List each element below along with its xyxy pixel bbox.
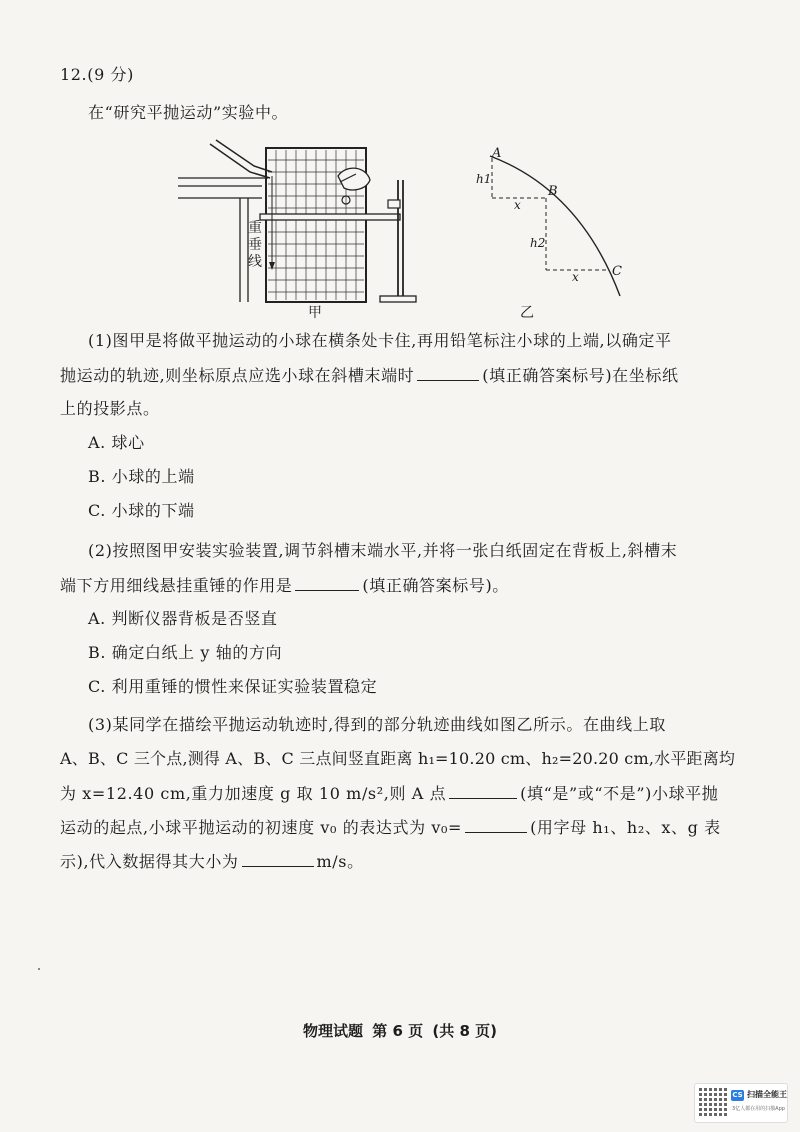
part2-line1: (2)按照图甲安装实验装置,调节斜槽末端水平,并将一张白纸固定在背板上,斜槽末 bbox=[88, 541, 678, 560]
part2-option-c: C. 利用重锤的惯性来保证实验装置稳定 bbox=[88, 677, 378, 696]
question-number: 12.(9 分) bbox=[60, 65, 134, 84]
part3-line3-before: 为 x=12.40 cm,重力加速度 g 取 10 m/s²,则 A 点 bbox=[60, 784, 447, 803]
scanner-logo-icon: CS bbox=[732, 1091, 743, 1099]
plumb-line-label: 重垂线 bbox=[248, 220, 262, 270]
part1-option-a: A. 球心 bbox=[88, 433, 145, 452]
qr-code-icon bbox=[699, 1088, 727, 1116]
answer-blank-3[interactable] bbox=[449, 782, 517, 799]
trajectory-curve bbox=[490, 156, 620, 296]
answer-blank-1[interactable] bbox=[417, 364, 479, 381]
part2-option-b: B. 确定白纸上 y 轴的方向 bbox=[88, 643, 283, 662]
part2-line2-after: (填正确答案标号)。 bbox=[362, 576, 509, 595]
footer-page: 第 6 页 bbox=[372, 1022, 424, 1040]
answer-blank-4[interactable] bbox=[465, 816, 527, 833]
part3-line2: A、B、C 三个点,测得 A、B、C 三点间竖直距离 h₁=10.20 cm、h₂=20.20 cm,水平距离均 bbox=[60, 749, 736, 768]
part2-line2-before: 端下方用细线悬挂重锤的作用是 bbox=[60, 576, 293, 595]
apparatus-diagram bbox=[170, 136, 430, 322]
measure-lines bbox=[492, 158, 608, 270]
point-c-label: C bbox=[612, 264, 622, 279]
scanner-subtitle: 3亿人都在用的扫描App bbox=[732, 1106, 785, 1112]
part3-line5 bbox=[60, 850, 364, 873]
part3-line4-before: 运动的起点,小球平抛运动的初速度 v₀ 的表达式为 v₀= bbox=[60, 818, 463, 837]
part1-line3: 上的投影点。 bbox=[60, 399, 160, 418]
figure-jia-caption: 甲 bbox=[308, 305, 322, 321]
question-intro: 在“研究平抛运动”实验中。 bbox=[88, 103, 289, 122]
part1-line2 bbox=[60, 364, 679, 387]
answer-blank-5[interactable] bbox=[242, 850, 314, 867]
point-a-label: A bbox=[492, 146, 502, 161]
x2-label: x bbox=[572, 270, 579, 284]
part1-option-c: C. 小球的下端 bbox=[88, 501, 195, 520]
part1-line2-before: 抛运动的轨迹,则坐标原点应选小球在斜槽末端时 bbox=[60, 366, 415, 385]
part3-line5-before: 示),代入数据得其大小为 bbox=[60, 852, 239, 871]
x1-label: x bbox=[514, 198, 521, 212]
point-b-label: B bbox=[548, 184, 558, 199]
h2-label: h2 bbox=[530, 236, 546, 250]
part3-line3-after: (填“是”或“不是”)小球平抛 bbox=[520, 784, 719, 803]
figure-yi-caption: 乙 bbox=[520, 305, 534, 321]
footer-total: (共 8 页) bbox=[432, 1022, 497, 1040]
part1-line1: (1)图甲是将做平抛运动的小球在横条处卡住,再用铅笔标注小球的上端,以确定平 bbox=[88, 331, 672, 350]
figure-yi bbox=[470, 140, 640, 320]
part1-line2-after: (填正确答案标号)在坐标纸 bbox=[482, 366, 679, 385]
part3-line1: (3)某同学在描绘平抛运动轨迹时,得到的部分轨迹曲线如图乙所示。在曲线上取 bbox=[88, 715, 666, 734]
scanner-name: 扫描全能王 bbox=[747, 1090, 787, 1099]
part2-line2 bbox=[60, 574, 509, 597]
footer-subject: 物理试题 bbox=[303, 1022, 364, 1040]
part3-line5-after: m/s。 bbox=[316, 852, 364, 871]
trajectory-diagram bbox=[470, 140, 640, 320]
part3-line3 bbox=[60, 782, 718, 805]
part1-option-b: B. 小球的上端 bbox=[88, 467, 195, 486]
scan-speck bbox=[38, 968, 40, 970]
part3-line4 bbox=[60, 816, 721, 839]
figure-jia bbox=[170, 136, 430, 322]
part3-line4-after: (用字母 h₁、h₂、x、g 表 bbox=[530, 818, 721, 837]
scanner-badge bbox=[694, 1083, 788, 1123]
answer-blank-2[interactable] bbox=[295, 574, 359, 591]
part2-option-a: A. 判断仪器背板是否竖直 bbox=[88, 609, 278, 628]
h1-label: h1 bbox=[476, 172, 492, 186]
page-footer bbox=[0, 1020, 800, 1041]
